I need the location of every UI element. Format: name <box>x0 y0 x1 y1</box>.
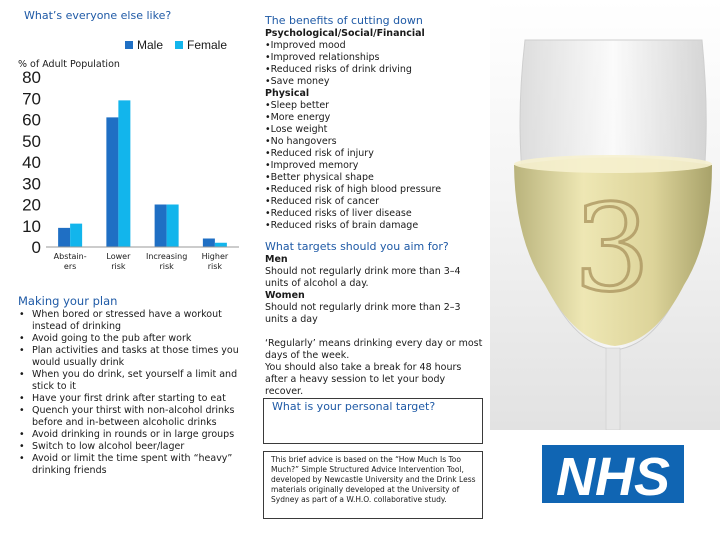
plan-item: • Plan activities and tasks at those times you would usually drink <box>18 345 243 369</box>
plan-list <box>18 309 243 477</box>
benefit-item: •Reduced risks of drink driving <box>265 64 412 75</box>
bar-female-1 <box>118 100 130 247</box>
physical-items <box>265 100 485 232</box>
bar-male-3 <box>203 239 215 248</box>
legend-label: Female <box>187 38 228 52</box>
benefit-item: •Reduced risk of injury <box>265 148 374 159</box>
regularly-note <box>265 338 485 398</box>
men-heading: Men <box>265 254 288 265</box>
benefit-item: •No hangovers <box>265 136 337 147</box>
benefit-item: •Improved mood <box>265 40 346 51</box>
bar-male-2 <box>155 205 167 248</box>
y-tick-label: 40 <box>22 153 41 172</box>
psych-items <box>265 40 485 88</box>
benefits-title: The benefits of cutting down <box>265 14 423 27</box>
benefit-item: •Better physical shape <box>265 172 374 183</box>
nhs-logo <box>542 445 684 503</box>
plan-item: • When bored or stressed have a workout instead of drinking <box>18 309 243 333</box>
targets-title: What targets should you aim for? <box>265 240 449 253</box>
personal-target-title: What is your personal target? <box>272 400 436 413</box>
y-tick-label: 10 <box>22 216 41 236</box>
benefit-item: •Sleep better <box>265 100 330 111</box>
benefit-item: •Lose weight <box>265 124 328 135</box>
y-tick-label: 80 <box>22 68 41 87</box>
women-text: Should not regularly drink more than 2–3 units a day <box>265 302 461 325</box>
plan-item: • Quench your thirst with non-alcohol drinks before and in-between alcoholic drinks <box>18 405 243 429</box>
x-tick-label: Abstain-ers <box>53 252 87 271</box>
legend-label: Male <box>137 38 164 52</box>
y-axis-ticks <box>22 68 41 257</box>
nhs-logo-text: NHS <box>555 447 671 503</box>
benefit-item: •More energy <box>265 112 331 123</box>
plan-item: • Avoid going to the pub after work <box>18 333 243 345</box>
benefit-item: •Reduced risks of brain damage <box>265 220 419 231</box>
nhs-logo-mark <box>542 445 684 503</box>
plan-title: Making your plan <box>18 294 118 308</box>
chart-legend <box>125 38 227 52</box>
x-tick-label: Lower risk <box>106 252 131 271</box>
plan-item: • Switch to low alcohol beer/lager <box>18 441 243 453</box>
source-note-text: This brief advice is based on the “How Much Is Too Much?” Simple Structured Advice Intervention Tool, developed by Newcastle University and the Drink Less materials originally developed at the University of Sydney as part of a W.H.O. collaborative study. <box>271 455 476 504</box>
x-axis-ticks <box>54 252 229 271</box>
y-tick-label: 70 <box>22 89 41 109</box>
y-tick-label: 0 <box>31 238 41 257</box>
glass-number: 3 <box>573 180 651 319</box>
y-axis-label: % of Adult Population <box>18 59 120 70</box>
plan-item: • When you do drink, set yourself a limit and stick to it <box>18 369 243 393</box>
benefit-item: •Save money <box>265 76 330 87</box>
benefits-list <box>265 28 485 232</box>
benefit-item: •Improved memory <box>265 160 359 171</box>
men-text: Should not regularly drink more than 3–4 units of alcohol a day. <box>265 266 461 289</box>
physical-heading: Physical <box>265 88 310 99</box>
chart-bars <box>58 100 227 247</box>
regularly-text: ‘Regularly’ means drinking every day or most days of the week. <box>265 338 483 361</box>
y-tick-label: 30 <box>22 174 41 194</box>
targets-text <box>265 254 485 326</box>
population-bar-chart <box>14 30 244 280</box>
plan-item: • Avoid or limit the time spent with “heavy” drinking friends <box>18 453 243 477</box>
y-tick-label: 60 <box>22 110 41 130</box>
break-text: You should also take a break for 48 hours after a heavy session to let your body recover. <box>265 362 462 397</box>
legend-swatch <box>125 41 133 49</box>
chart-section-title: What’s everyone else like? <box>24 9 172 22</box>
x-tick-label: Higher risk <box>201 252 229 271</box>
plan-item: • Avoid drinking in rounds or in large groups <box>18 429 243 441</box>
benefit-item: •Reduced risks of liver disease <box>265 208 412 219</box>
bar-male-1 <box>106 117 118 247</box>
benefit-item: •Reduced risk of high blood pressure <box>265 184 442 195</box>
bar-female-3 <box>215 243 227 247</box>
y-tick-label: 50 <box>22 131 41 151</box>
psych-heading: Psychological/Social/Financial <box>265 28 425 39</box>
bar-male-0 <box>58 228 70 247</box>
wine-glass-image <box>490 0 720 430</box>
y-tick-label: 20 <box>22 195 41 215</box>
plan-item: • Have your first drink after starting to eat <box>18 393 243 405</box>
women-heading: Women <box>265 290 305 301</box>
bar-female-2 <box>167 205 179 248</box>
x-tick-label: Increasing risk <box>145 252 188 271</box>
legend-swatch <box>175 41 183 49</box>
benefit-item: •Improved relationships <box>265 52 380 63</box>
benefit-item: •Reduced risk of cancer <box>265 196 380 207</box>
bar-female-0 <box>70 224 82 247</box>
